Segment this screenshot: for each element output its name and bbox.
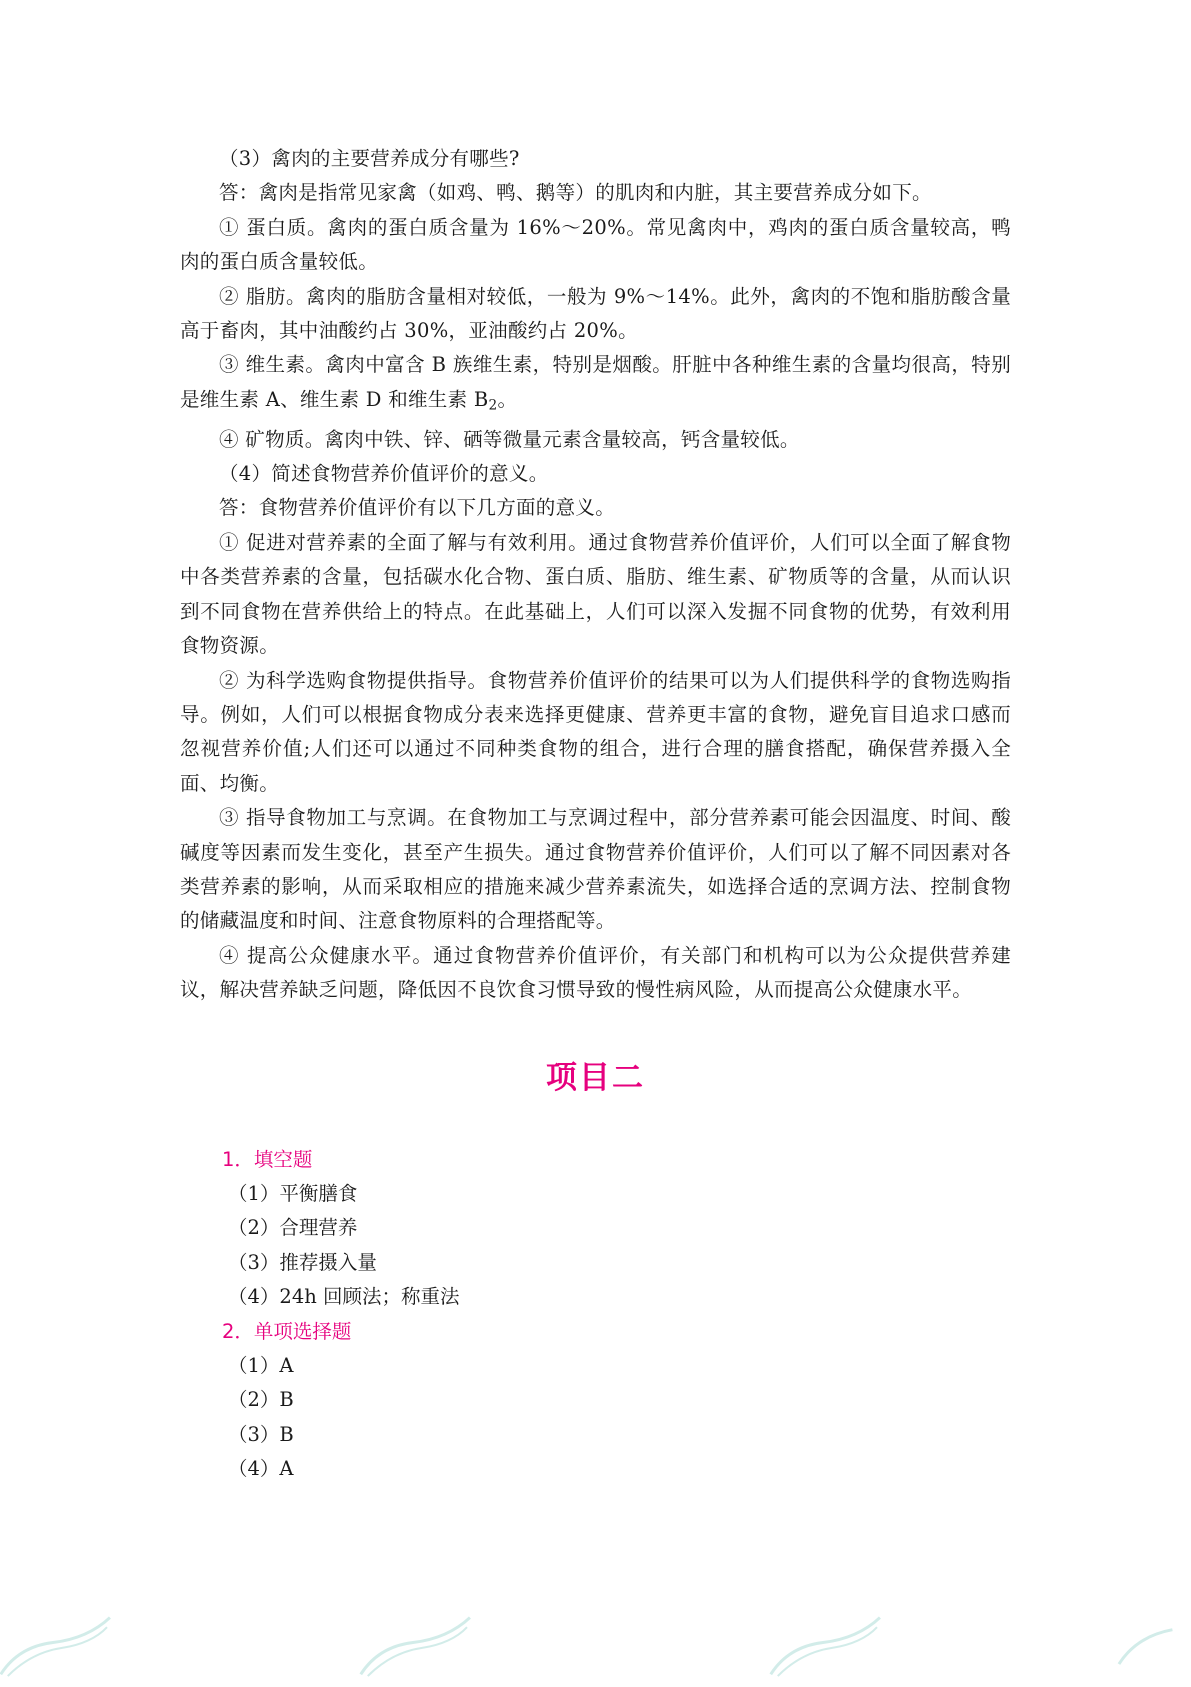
question-3: （3）禽肉的主要营养成分有哪些? — [219, 147, 520, 170]
q3-point-vitamin-end: 。 — [497, 387, 518, 411]
question-3-answer: 答：禽肉是指常见家禽（如鸡、鸭、鹅等）的肌肉和内脏，其主要营养成分如下。 — [219, 181, 932, 205]
watermark-logo-icon — [1106, 1617, 1183, 1673]
section-fill-blank-heading: 1．填空题 — [222, 1147, 313, 1171]
q4-point-3: ③ 指导食物加工与烹调。在食物加工与烹调过程中，部分营养素可能会因温度、时间、酸碱度等因素而发生变化，甚至产生损失。通过食物营养价值评价，人们可以了解不同因素对各类营养素的影响，从而采取相应的措施来减少营养素流失，如选择合适的烹调方法、控制食物的储藏温度和时间、注意食物原料的合理搭配等。 — [180, 806, 1011, 933]
question-4: （4）简述食物营养价值评价的意义。 — [219, 462, 549, 486]
answer-item: （4）A — [228, 1457, 294, 1481]
q3-point-vitamin-text: ③ 维生素。禽肉中富含 B 族维生素，特别是烟酸。肝脏中各种维生素的含量均很高，特别是维生素 A、维生素 D 和维生素 B — [180, 353, 1011, 411]
question-4-answer: 答：食物营养价值评价有以下几方面的意义。 — [219, 496, 616, 520]
project-title: 项目二 — [546, 1059, 645, 1096]
q4-point-4: ④ 提高公众健康水平。通过食物营养价值评价，有关部门和机构可以为公众提供营养建议，解决营养缺乏问题，降低因不良饮食习惯导致的慢性病风险，从而提高公众健康水平。 — [180, 943, 1011, 1002]
answer-item: （2）B — [228, 1388, 294, 1412]
answer-item: （1）A — [228, 1354, 294, 1377]
q4-point-1: ① 促进对营养素的全面了解与有效利用。通过食物营养价值评价，人们可以全面了解食物中各类营养素的含量，包括碳水化合物、蛋白质、脂肪、维生素、矿物质等的含量，从而认识到不同食物在营养供给上的特点。在此基础上，人们可以深入发掘不同食物的优势，有效利用食物资源。 — [180, 530, 1011, 658]
section-single-choice-heading: 2．单项选择题 — [222, 1319, 352, 1343]
q3-point-protein: ① 蛋白质。禽肉的蛋白质含量为 16%～20%。常见禽肉中，鸡肉的蛋白质含量较高，鸭肉的蛋白质含量较低。 — [180, 215, 1011, 274]
page-content — [180, 142, 1011, 1487]
b2-subscript: 2 — [488, 397, 498, 414]
watermark-logo-icon — [348, 1607, 482, 1683]
watermark-logo-icon — [0, 1607, 122, 1683]
q3-point-mineral: ④ 矿物质。禽肉中铁、锌、硒等微量元素含量较高，钙含量较低。 — [219, 427, 800, 451]
answer-item: （2）合理营养 — [228, 1216, 358, 1240]
answer-item: （1）平衡膳食 — [228, 1181, 358, 1205]
watermark-logo-icon — [758, 1607, 892, 1683]
answer-item: （4）24h 回顾法；称重法 — [228, 1285, 460, 1309]
answer-item: （3）推荐摄入量 — [228, 1250, 377, 1274]
q3-point-vitamin — [180, 348, 1011, 422]
answer-item: （3）B — [228, 1422, 294, 1446]
q3-point-fat: ② 脂肪。禽肉的脂肪含量相对较低，一般为 9%～14%。此外，禽肉的不饱和脂肪酸含量高于畜肉，其中油酸约占 30%，亚油酸约占 20%。 — [180, 284, 1011, 343]
q4-point-2: ② 为科学选购食物提供指导。食物营养价值评价的结果可以为人们提供科学的食物选购指导。例如，人们可以根据食物成分表来选择更健康、营养更丰富的食物，避免盲目追求口感而忽视营养价值;人们还可以通过不同种类食物的组合，进行合理的膳食搭配，确保营养摄入全面、均衡。 — [180, 668, 1011, 795]
